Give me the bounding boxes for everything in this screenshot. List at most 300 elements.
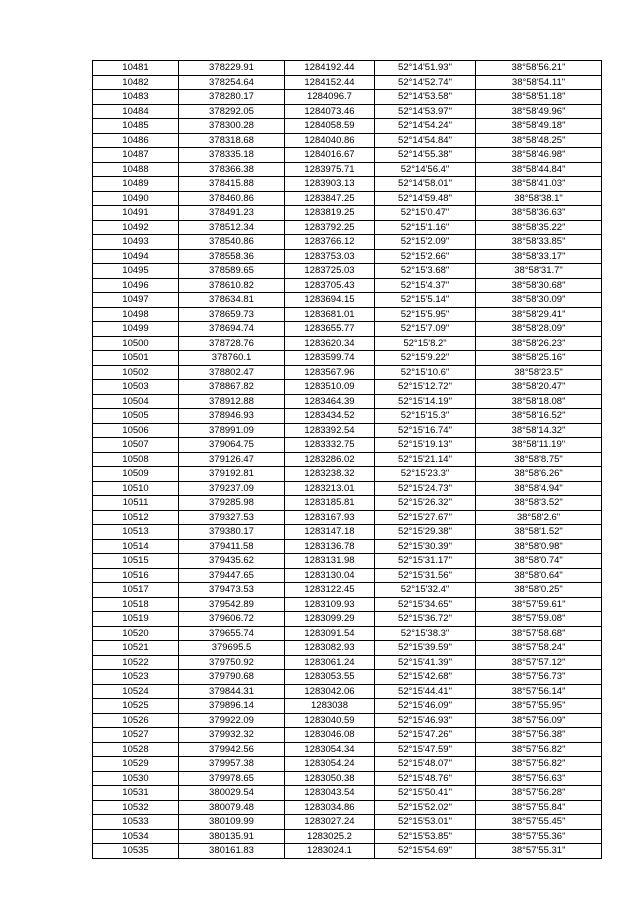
y-coordinate-cell: 1283332.75 [285,438,375,453]
y-coordinate-cell: 1283042.06 [285,684,375,699]
table-row [93,90,602,105]
y-coordinate-cell: 1283038 [285,699,375,714]
latitude-cell: 52°15'9.22" [375,351,476,366]
latitude-cell: 52°15'19.13" [375,438,476,453]
table-row [93,713,602,728]
y-coordinate-cell: 1284073.46 [285,104,375,119]
y-coordinate-cell: 1283061.24 [285,655,375,670]
point-number-cell: 10485 [93,119,179,134]
longitude-cell: 38°58'8.75" [476,452,602,467]
latitude-cell: 52°15'34.65" [375,597,476,612]
latitude-cell: 52°14'58.01" [375,177,476,192]
x-coordinate-cell: 379064.75 [179,438,285,453]
point-number-cell: 10510 [93,481,179,496]
latitude-cell: 52°15'7.09" [375,322,476,337]
point-number-cell: 10488 [93,162,179,177]
x-coordinate-cell: 379957.38 [179,757,285,772]
y-coordinate-cell: 1283392.54 [285,423,375,438]
table-row [93,177,602,192]
longitude-cell: 38°57'56.38" [476,728,602,743]
longitude-cell: 38°58'20.47" [476,380,602,395]
x-coordinate-cell: 378540.86 [179,235,285,250]
longitude-cell: 38°57'56.14" [476,684,602,699]
table-row [93,409,602,424]
x-coordinate-cell: 379380.17 [179,525,285,540]
x-coordinate-cell: 378292.05 [179,104,285,119]
latitude-cell: 52°15'10.6" [375,365,476,380]
latitude-cell: 52°15'48.07" [375,757,476,772]
y-coordinate-cell: 1283705.43 [285,278,375,293]
point-number-cell: 10514 [93,539,179,554]
table-row [93,612,602,627]
y-coordinate-cell: 1283040.59 [285,713,375,728]
table-row [93,496,602,511]
latitude-cell: 52°14'55.38" [375,148,476,163]
point-number-cell: 10534 [93,829,179,844]
longitude-cell: 38°58'51.18" [476,90,602,105]
longitude-cell: 38°58'4.94" [476,481,602,496]
coordinates-table [92,60,602,859]
point-number-cell: 10530 [93,771,179,786]
point-number-cell: 10489 [93,177,179,192]
longitude-cell: 38°58'30.09" [476,293,602,308]
point-number-cell: 10515 [93,554,179,569]
latitude-cell: 52°15'36.72" [375,612,476,627]
y-coordinate-cell: 1283185.81 [285,496,375,511]
point-number-cell: 10507 [93,438,179,453]
latitude-cell: 52°15'5.14" [375,293,476,308]
table-row [93,148,602,163]
latitude-cell: 52°15'5.95" [375,307,476,322]
longitude-cell: 38°57'56.63" [476,771,602,786]
table-row [93,757,602,772]
point-number-cell: 10495 [93,264,179,279]
x-coordinate-cell: 379978.65 [179,771,285,786]
latitude-cell: 52°15'2.09" [375,235,476,250]
point-number-cell: 10520 [93,626,179,641]
point-number-cell: 10496 [93,278,179,293]
x-coordinate-cell: 378659.73 [179,307,285,322]
longitude-cell: 38°57'56.82" [476,757,602,772]
table-row [93,829,602,844]
x-coordinate-cell: 379285.98 [179,496,285,511]
longitude-cell: 38°58'49.96" [476,104,602,119]
longitude-cell: 38°58'31.7" [476,264,602,279]
y-coordinate-cell: 1283053.55 [285,670,375,685]
latitude-cell: 52°15'14.19" [375,394,476,409]
point-number-cell: 10486 [93,133,179,148]
longitude-cell: 38°58'33.17" [476,249,602,264]
y-coordinate-cell: 1283819.25 [285,206,375,221]
latitude-cell: 52°15'39.59" [375,641,476,656]
longitude-cell: 38°57'56.09" [476,713,602,728]
x-coordinate-cell: 378229.91 [179,61,285,76]
y-coordinate-cell: 1283027.24 [285,815,375,830]
x-coordinate-cell: 379750.92 [179,655,285,670]
longitude-cell: 38°58'26.23" [476,336,602,351]
table-row [93,670,602,685]
x-coordinate-cell: 379922.09 [179,713,285,728]
x-coordinate-cell: 378460.86 [179,191,285,206]
x-coordinate-cell: 378589.65 [179,264,285,279]
latitude-cell: 52°15'15.3" [375,409,476,424]
y-coordinate-cell: 1283599.74 [285,351,375,366]
point-number-cell: 10501 [93,351,179,366]
longitude-cell: 38°58'0.64" [476,568,602,583]
table-row [93,61,602,76]
longitude-cell: 38°58'33.85" [476,235,602,250]
y-coordinate-cell: 1283725.03 [285,264,375,279]
latitude-cell: 52°15'26.32" [375,496,476,511]
point-number-cell: 10482 [93,75,179,90]
x-coordinate-cell: 380079.48 [179,800,285,815]
point-number-cell: 10481 [93,61,179,76]
table-row [93,568,602,583]
point-number-cell: 10512 [93,510,179,525]
latitude-cell: 52°15'38.3" [375,626,476,641]
point-number-cell: 10531 [93,786,179,801]
latitude-cell: 52°14'54.24" [375,119,476,134]
y-coordinate-cell: 1283167.93 [285,510,375,525]
latitude-cell: 52°15'46.93" [375,713,476,728]
point-number-cell: 10493 [93,235,179,250]
x-coordinate-cell: 378946.93 [179,409,285,424]
x-coordinate-cell: 378728.76 [179,336,285,351]
point-number-cell: 10521 [93,641,179,656]
latitude-cell: 52°15'47.26" [375,728,476,743]
y-coordinate-cell: 1283025.2 [285,829,375,844]
x-coordinate-cell: 379542.89 [179,597,285,612]
latitude-cell: 52°15'16.74" [375,423,476,438]
table-row [93,539,602,554]
y-coordinate-cell: 1283050.38 [285,771,375,786]
longitude-cell: 38°57'55.36" [476,829,602,844]
latitude-cell: 52°15'32.4" [375,583,476,598]
y-coordinate-cell: 1283286.02 [285,452,375,467]
longitude-cell: 38°58'14.32" [476,423,602,438]
x-coordinate-cell: 378558.36 [179,249,285,264]
point-number-cell: 10516 [93,568,179,583]
latitude-cell: 52°15'30.39" [375,539,476,554]
y-coordinate-cell: 1283109.93 [285,597,375,612]
latitude-cell: 52°15'1.16" [375,220,476,235]
longitude-cell: 38°58'3.52" [476,496,602,511]
y-coordinate-cell: 1283054.34 [285,742,375,757]
y-coordinate-cell: 1283847.25 [285,191,375,206]
y-coordinate-cell: 1283046.08 [285,728,375,743]
x-coordinate-cell: 379896.14 [179,699,285,714]
x-coordinate-cell: 379435.62 [179,554,285,569]
x-coordinate-cell: 380029.54 [179,786,285,801]
longitude-cell: 38°58'48.25" [476,133,602,148]
x-coordinate-cell: 378335.18 [179,148,285,163]
longitude-cell: 38°57'56.82" [476,742,602,757]
longitude-cell: 38°58'44.84" [476,162,602,177]
longitude-cell: 38°57'59.08" [476,612,602,627]
point-number-cell: 10506 [93,423,179,438]
x-coordinate-cell: 379237.09 [179,481,285,496]
y-coordinate-cell: 1283694.15 [285,293,375,308]
point-number-cell: 10527 [93,728,179,743]
y-coordinate-cell: 1283054.24 [285,757,375,772]
table-row [93,452,602,467]
table-row [93,307,602,322]
point-number-cell: 10513 [93,525,179,540]
x-coordinate-cell: 379447.65 [179,568,285,583]
longitude-cell: 38°58'16.52" [476,409,602,424]
y-coordinate-cell: 1284096.7 [285,90,375,105]
y-coordinate-cell: 1283434.52 [285,409,375,424]
table-row [93,394,602,409]
table-row [93,264,602,279]
y-coordinate-cell: 1283136.78 [285,539,375,554]
point-number-cell: 10499 [93,322,179,337]
y-coordinate-cell: 1283766.12 [285,235,375,250]
latitude-cell: 52°15'53.01" [375,815,476,830]
latitude-cell: 52°15'54.69" [375,844,476,859]
latitude-cell: 52°15'12.72" [375,380,476,395]
y-coordinate-cell: 1283510.09 [285,380,375,395]
table-row [93,786,602,801]
longitude-cell: 38°57'58.24" [476,641,602,656]
longitude-cell: 38°58'28.09" [476,322,602,337]
x-coordinate-cell: 379327.53 [179,510,285,525]
table-row [93,815,602,830]
latitude-cell: 52°15'2.66" [375,249,476,264]
table-row [93,351,602,366]
x-coordinate-cell: 378415.88 [179,177,285,192]
longitude-cell: 38°58'23.5" [476,365,602,380]
longitude-cell: 38°58'11.19" [476,438,602,453]
point-number-cell: 10503 [93,380,179,395]
table-row [93,742,602,757]
latitude-cell: 52°15'29.38" [375,525,476,540]
x-coordinate-cell: 380161.83 [179,844,285,859]
y-coordinate-cell: 1283975.71 [285,162,375,177]
latitude-cell: 52°15'44.41" [375,684,476,699]
y-coordinate-cell: 1283130.04 [285,568,375,583]
longitude-cell: 38°57'56.73" [476,670,602,685]
table-row [93,510,602,525]
x-coordinate-cell: 379606.72 [179,612,285,627]
longitude-cell: 38°58'41.03" [476,177,602,192]
point-number-cell: 10529 [93,757,179,772]
x-coordinate-cell: 379942.56 [179,742,285,757]
point-number-cell: 10498 [93,307,179,322]
x-coordinate-cell: 378867.82 [179,380,285,395]
latitude-cell: 52°15'46.09" [375,699,476,714]
longitude-cell: 38°58'49.18" [476,119,602,134]
coordinates-table-body [93,61,602,859]
point-number-cell: 10535 [93,844,179,859]
table-row [93,597,602,612]
point-number-cell: 10526 [93,713,179,728]
table-row [93,293,602,308]
table-row [93,278,602,293]
table-row [93,133,602,148]
longitude-cell: 38°58'6.26" [476,467,602,482]
point-number-cell: 10533 [93,815,179,830]
x-coordinate-cell: 380135.91 [179,829,285,844]
point-number-cell: 10532 [93,800,179,815]
longitude-cell: 38°58'0.74" [476,554,602,569]
table-row [93,583,602,598]
x-coordinate-cell: 378802.47 [179,365,285,380]
y-coordinate-cell: 1284016.67 [285,148,375,163]
x-coordinate-cell: 378694.74 [179,322,285,337]
longitude-cell: 38°57'59.61" [476,597,602,612]
table-row [93,626,602,641]
point-number-cell: 10505 [93,409,179,424]
table-row [93,467,602,482]
table-row [93,206,602,221]
x-coordinate-cell: 378318.68 [179,133,285,148]
longitude-cell: 38°58'35.22" [476,220,602,235]
latitude-cell: 52°15'21.14" [375,452,476,467]
y-coordinate-cell: 1284152.44 [285,75,375,90]
y-coordinate-cell: 1283213.01 [285,481,375,496]
point-number-cell: 10522 [93,655,179,670]
latitude-cell: 52°15'8.2" [375,336,476,351]
table-row [93,75,602,90]
x-coordinate-cell: 380109.99 [179,815,285,830]
longitude-cell: 38°57'55.84" [476,800,602,815]
longitude-cell: 38°58'54.11" [476,75,602,90]
table-row [93,162,602,177]
point-number-cell: 10497 [93,293,179,308]
point-number-cell: 10490 [93,191,179,206]
y-coordinate-cell: 1283681.01 [285,307,375,322]
longitude-cell: 38°58'0.98" [476,539,602,554]
point-number-cell: 10525 [93,699,179,714]
table-row [93,684,602,699]
x-coordinate-cell: 378280.17 [179,90,285,105]
x-coordinate-cell: 378491.23 [179,206,285,221]
table-row [93,844,602,859]
latitude-cell: 52°15'31.17" [375,554,476,569]
latitude-cell: 52°15'27.67" [375,510,476,525]
y-coordinate-cell: 1283099.29 [285,612,375,627]
longitude-cell: 38°58'56.21" [476,61,602,76]
longitude-cell: 38°57'58.68" [476,626,602,641]
y-coordinate-cell: 1283024.1 [285,844,375,859]
table-row [93,119,602,134]
x-coordinate-cell: 379790.68 [179,670,285,685]
table-row [93,220,602,235]
latitude-cell: 52°15'23.3" [375,467,476,482]
point-number-cell: 10487 [93,148,179,163]
latitude-cell: 52°14'53.58" [375,90,476,105]
point-number-cell: 10511 [93,496,179,511]
x-coordinate-cell: 378634.81 [179,293,285,308]
point-number-cell: 10500 [93,336,179,351]
latitude-cell: 52°15'31.56" [375,568,476,583]
x-coordinate-cell: 379473.53 [179,583,285,598]
x-coordinate-cell: 378991.09 [179,423,285,438]
table-row [93,641,602,656]
longitude-cell: 38°57'55.31" [476,844,602,859]
y-coordinate-cell: 1283147.18 [285,525,375,540]
x-coordinate-cell: 379932.32 [179,728,285,743]
y-coordinate-cell: 1283903.13 [285,177,375,192]
y-coordinate-cell: 1283567.96 [285,365,375,380]
table-row [93,525,602,540]
x-coordinate-cell: 378254.64 [179,75,285,90]
longitude-cell: 38°58'1.52" [476,525,602,540]
y-coordinate-cell: 1283238.32 [285,467,375,482]
latitude-cell: 52°15'53.85" [375,829,476,844]
y-coordinate-cell: 1283753.03 [285,249,375,264]
y-coordinate-cell: 1283655.77 [285,322,375,337]
table-row [93,438,602,453]
latitude-cell: 52°15'0.47" [375,206,476,221]
y-coordinate-cell: 1283131.98 [285,554,375,569]
latitude-cell: 52°15'47.59" [375,742,476,757]
latitude-cell: 52°15'48.76" [375,771,476,786]
point-number-cell: 10517 [93,583,179,598]
latitude-cell: 52°15'4.37" [375,278,476,293]
table-row [93,380,602,395]
longitude-cell: 38°58'18.08" [476,394,602,409]
y-coordinate-cell: 1283620.34 [285,336,375,351]
table-row [93,554,602,569]
longitude-cell: 38°58'38.1" [476,191,602,206]
table-row [93,423,602,438]
latitude-cell: 52°14'52.74" [375,75,476,90]
longitude-cell: 38°58'29.41" [476,307,602,322]
point-number-cell: 10483 [93,90,179,105]
table-row [93,728,602,743]
point-number-cell: 10492 [93,220,179,235]
x-coordinate-cell: 379192.81 [179,467,285,482]
table-row [93,249,602,264]
latitude-cell: 52°15'41.39" [375,655,476,670]
y-coordinate-cell: 1284040.86 [285,133,375,148]
point-number-cell: 10519 [93,612,179,627]
table-row [93,336,602,351]
y-coordinate-cell: 1284058.59 [285,119,375,134]
latitude-cell: 52°15'50.41" [375,786,476,801]
longitude-cell: 38°58'46.98" [476,148,602,163]
table-row [93,800,602,815]
point-number-cell: 10509 [93,467,179,482]
longitude-cell: 38°57'55.95" [476,699,602,714]
point-number-cell: 10504 [93,394,179,409]
longitude-cell: 38°57'56.28" [476,786,602,801]
table-row [93,235,602,250]
y-coordinate-cell: 1284192.44 [285,61,375,76]
table-row [93,771,602,786]
table-row [93,699,602,714]
latitude-cell: 52°14'53.97" [375,104,476,119]
point-number-cell: 10523 [93,670,179,685]
x-coordinate-cell: 379695.5 [179,641,285,656]
latitude-cell: 52°14'56.4" [375,162,476,177]
point-number-cell: 10528 [93,742,179,757]
x-coordinate-cell: 379126.47 [179,452,285,467]
latitude-cell: 52°14'54.84" [375,133,476,148]
y-coordinate-cell: 1283082.93 [285,641,375,656]
x-coordinate-cell: 379844.31 [179,684,285,699]
table-row [93,322,602,337]
x-coordinate-cell: 379411.58 [179,539,285,554]
x-coordinate-cell: 378366.38 [179,162,285,177]
y-coordinate-cell: 1283792.25 [285,220,375,235]
longitude-cell: 38°58'36.63" [476,206,602,221]
longitude-cell: 38°58'2.6" [476,510,602,525]
latitude-cell: 52°15'52.02" [375,800,476,815]
point-number-cell: 10494 [93,249,179,264]
